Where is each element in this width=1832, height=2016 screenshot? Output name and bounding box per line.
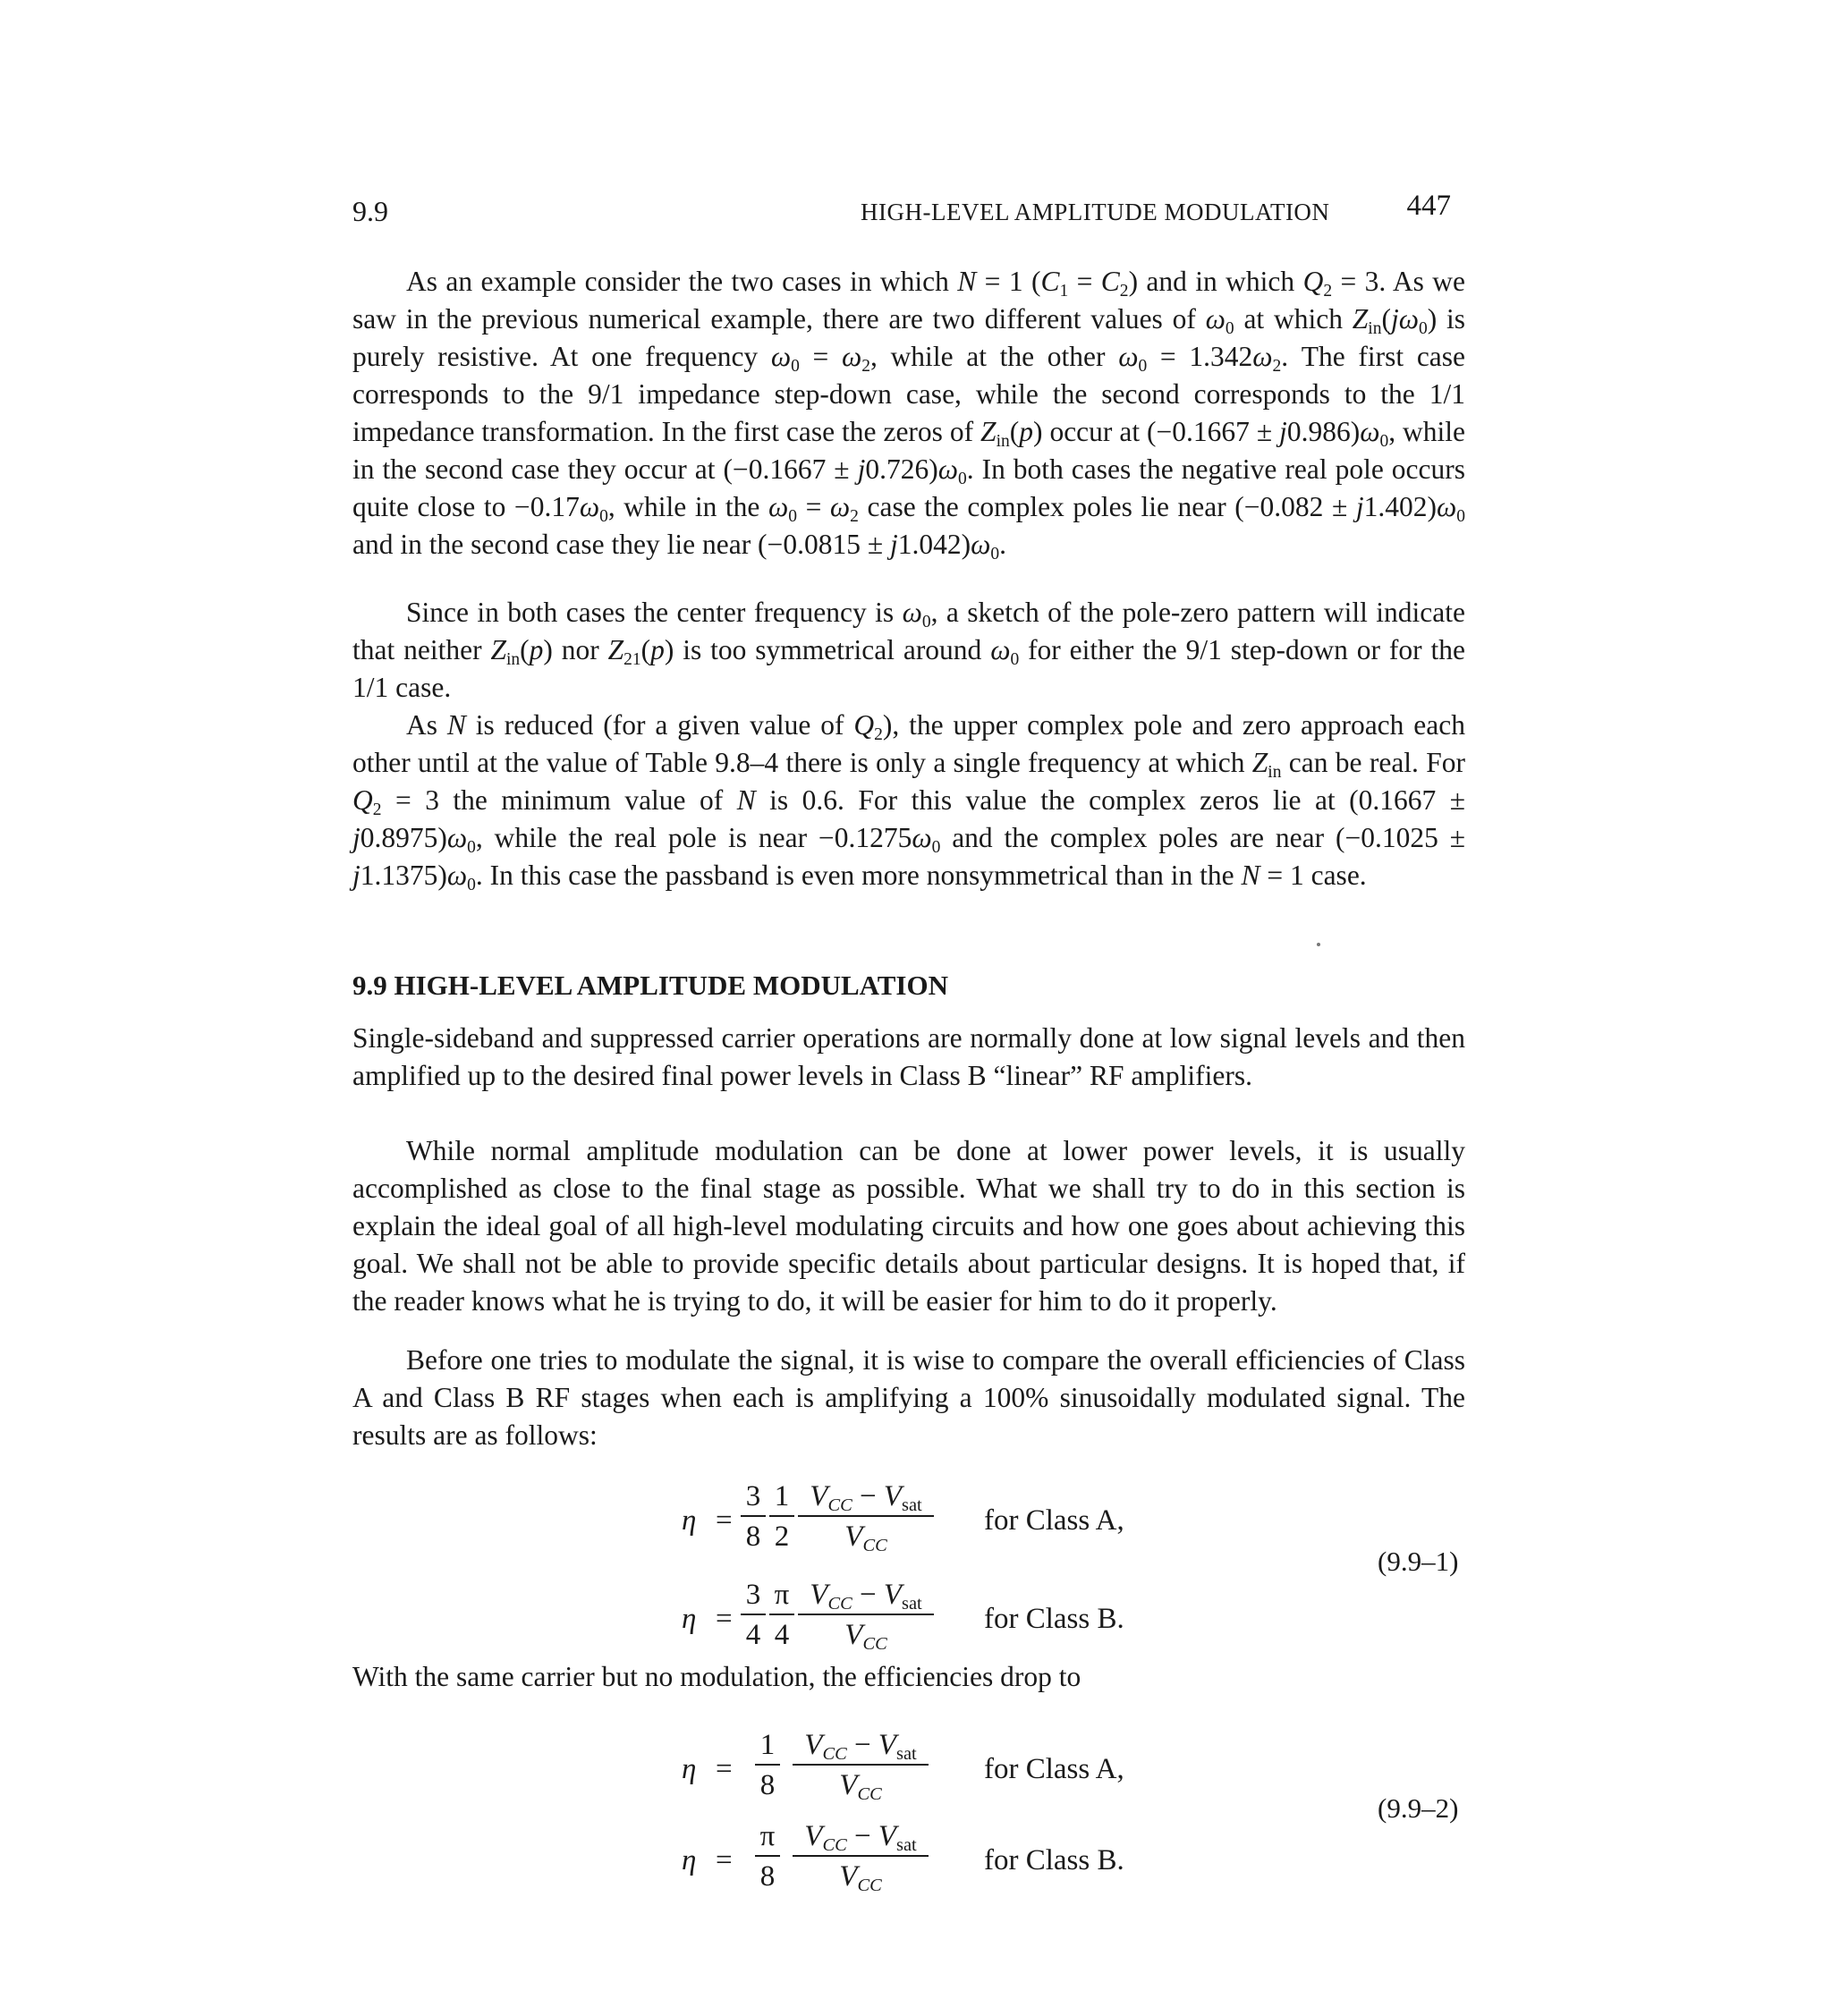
paragraph-ssb: Single-sideband and suppressed carrier operations are normally done at low signal levels and then amplified up to the desired final power levels in Class B “linear” RF amplifiers. (352, 1022, 1465, 1091)
equation-label-2: (9.9–2) (1378, 1792, 1459, 1824)
paragraph-efficiencies: Before one tries to modulate the signal, it is wise to compare the overall efficiencies of Class A and Class B RF stages when each is amplifying a 100% sinusoidally modulated signal. The results are as follows: (352, 1344, 1465, 1451)
equation-condition: for Class B. (984, 1844, 1124, 1876)
paragraph-center-frequency: Since in both cases the center frequency is $\omega_0$, a sketch of the pole-zero pattern will indicate that neither $Z_{in}(p)$ nor $Z_{21}(p)$ is too symmetrical around $\omega_0$ for either the 9/1 step-down or for the 1/1 case. (352, 597, 1465, 703)
print-speck (1317, 943, 1320, 946)
equation-class-a-modulated: η = $\frac{3}{8}$ $\frac{1}{2}$ $V_{CC} - V_{sat}$ $V_{CC}$ for Class A, (682, 1480, 1124, 1556)
running-head-section: 9.9 (352, 195, 388, 227)
equation-condition: for Class B. (984, 1603, 1124, 1635)
running-head-title: HIGH-LEVEL AMPLITUDE MODULATION (861, 199, 1330, 225)
equation-class-b-unmodulated: η = $\frac{\pi}{8}$ $V_{CC} - V_{sat}$ $V_{CC}$ for Class B. (682, 1820, 1124, 1896)
equation-class-a-unmodulated: η = $\frac{1}{8}$ $V_{CC} - V_{sat}$ $V_{CC}$ for Class A, (682, 1729, 1124, 1805)
paragraph-normal-am: While normal amplitude modulation can be done at lower power levels, it is usually accomplished as close to the final stage as possible. What we shall try to do in this section is explain the ideal goal of all high-level modulating circuits and how one goes about achieving this goal. We shall not be able to provide specific details about particular designs. It is hoped that, if the reader knows what he is trying to do, it will be easier for him to do it properly. (352, 1135, 1465, 1317)
page-number: 447 (1406, 190, 1451, 222)
equation-condition: for Class A, (984, 1753, 1124, 1785)
paragraph-n-reduced: As N is reduced (for a given value of $Q_2$), the upper complex pole and zero approach each other until at the value of Table 9.8–4 there is only a single frequency at which $Z_{in}$ can be real. For $Q_2 = 3$ the minimum value of N is 0.6. For this value the complex zeros lie at $(0.1667 \pm j0.8975)\omega_0$, while the real pole is near $-0.1275\omega_0$ and the complex poles are near $(-0.1025 \pm j1.1375)\omega_0$. In this case the passband is even more nonsymmetrical than in the N = 1 case. (352, 709, 1465, 894)
section-heading: 9.9 HIGH-LEVEL AMPLITUDE MODULATION (352, 970, 949, 1001)
equation-class-b-modulated: η = $\frac{3}{4}$ $\frac{\pi}{4}$ $V_{CC} - V_{sat}$ $V_{CC}$ for Class B. (682, 1579, 1124, 1655)
paragraph-example: As an example consider the two cases in which N = 1 $(C_1 = C_2)$ and in which $Q_2 = 3$. As we saw in the previous numerical example, there are two different values of $\omega_0$ at which $Z_{in}(j\omega_0)$ is purely resistive. At one frequency $\omega_0 = \omega_2$, while at the other $\omega_0 = 1.342\omega_2$. The first case corresponds to the 9/1 impedance step-down case, while the second corresponds to the 1/1 impedance transformation. In the first case the zeros of $Z_{in}(p)$ occur at $(-0.1667 \pm j0.986)\omega_0$, while in the second case they occur at $(-0.1667 \pm j0.726)\omega_0$. In both cases the negative real pole occurs quite close to $-0.17\omega_0$, while in the $\omega_0 = \omega_2$ case the complex poles lie near $(-0.082 \pm j1.402)\omega_0$ and in the second case they lie near $(-0.0815 \pm j1.042)\omega_0$. (352, 266, 1466, 563)
equation-label-1: (9.9–1) (1378, 1546, 1459, 1577)
paragraph-no-modulation: With the same carrier but no modulation, the efficiencies drop to (352, 1661, 1081, 1692)
equation-condition: for Class A, (984, 1504, 1124, 1537)
running-head (352, 190, 1465, 234)
